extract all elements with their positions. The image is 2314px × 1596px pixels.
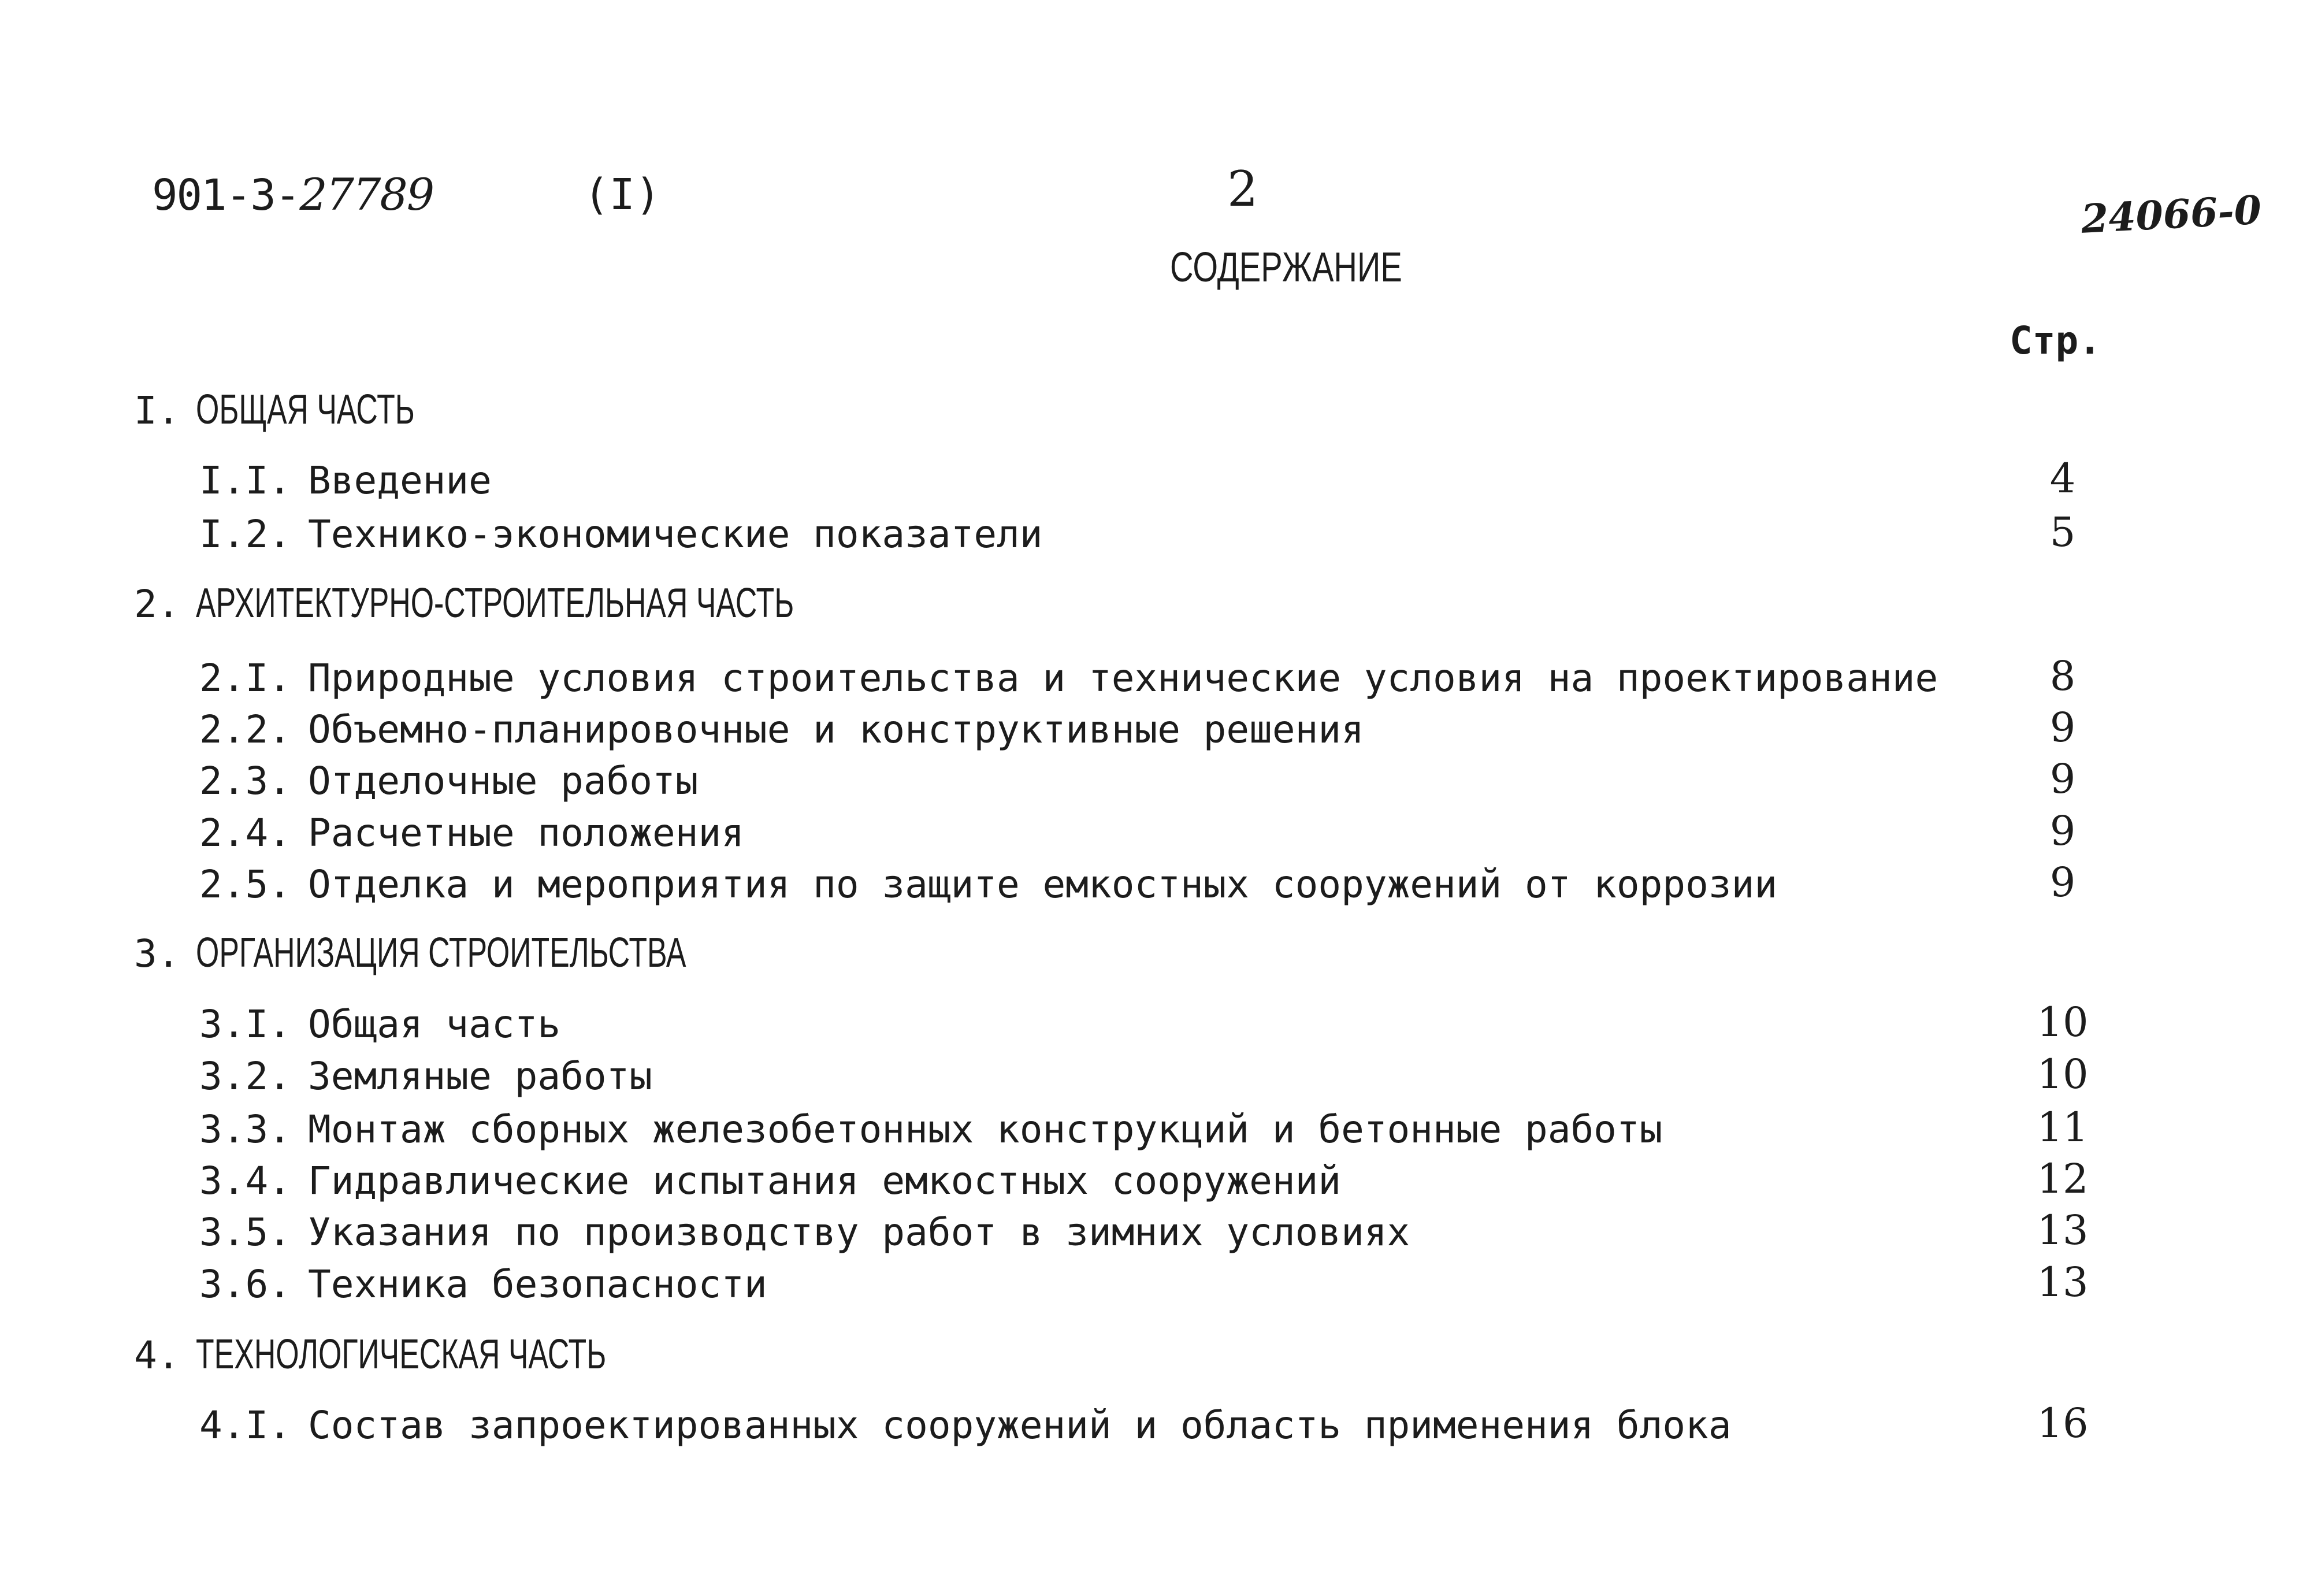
document-code-typed: 901-3- (152, 170, 300, 220)
entry-title: Состав запроектированных сооружений и область применения блока (308, 1403, 1732, 1447)
document-code-handwritten: 27789 (299, 169, 434, 220)
toc-entry (199, 999, 2106, 1054)
entry-page: 10 (2037, 1051, 2089, 1098)
toc-entry (199, 1400, 2106, 1455)
toc-entry (199, 1051, 2106, 1106)
entry-title: Технико-экономические показатели (308, 512, 1043, 556)
toc-entry (199, 652, 2106, 708)
entry-page: 12 (2037, 1155, 2089, 1202)
archive-stamp: 24066-0 (2080, 187, 2263, 243)
entry-title: Объемно-планировочные и конструктивные решения (308, 707, 1364, 752)
toc-section-heading (134, 929, 877, 977)
entry-page: 16 (2037, 1400, 2089, 1447)
entry-page: 9 (2049, 704, 2076, 751)
toc-entry (199, 1207, 2106, 1262)
toc-entry (199, 509, 2106, 564)
section-number: 4. (134, 1333, 180, 1378)
section-title: АРХИТЕКТУРНО-СТРОИТЕЛЬНАЯ ЧАСТЬ (196, 580, 794, 626)
toc-entry (199, 1259, 2106, 1314)
entry-title: Природные условия строительства и технические условия на проектирование (308, 656, 1938, 700)
entry-number: 4.I. (199, 1403, 291, 1447)
entry-page: 5 (2049, 509, 2076, 556)
entry-page: 10 (2037, 999, 2089, 1046)
section-number: 2. (134, 582, 180, 626)
page-number: 2 (1227, 161, 1258, 217)
entry-number: 3.5. (199, 1210, 291, 1254)
entry-number: 3.3. (199, 1107, 291, 1152)
toc-section-heading (134, 386, 500, 433)
toc-section-heading (134, 1331, 766, 1378)
entry-page: 13 (2037, 1259, 2089, 1306)
entry-number: I.2. (199, 512, 291, 556)
entry-page: 8 (2049, 652, 2076, 700)
section-number: I. (134, 388, 180, 433)
entry-title: Указания по производству работ в зимних условиях (308, 1210, 1410, 1254)
section-title: ОРГАНИЗАЦИЯ СТРОИТЕЛЬСТВА (196, 930, 686, 976)
entry-title: Общая часть (308, 1002, 561, 1046)
toc-entry (199, 859, 2106, 914)
entry-number: 2.3. (199, 759, 291, 803)
document-code (152, 169, 433, 220)
entry-page: 13 (2037, 1207, 2089, 1254)
entry-title: Введение (308, 458, 492, 503)
toc-section-heading (134, 580, 1027, 627)
entry-title: Отделочные работы (308, 759, 699, 803)
toc-entry (199, 755, 2106, 811)
entry-number: 2.4. (199, 811, 291, 855)
toc-entry (199, 455, 2106, 510)
entry-title: Гидравлические испытания емкостных сооружений (308, 1159, 1342, 1203)
entry-title: Расчетные положения (308, 811, 744, 855)
entry-number: 3.4. (199, 1159, 291, 1203)
entry-number: 2.I. (199, 656, 291, 700)
entry-title: Отделка и мероприятия по защите емкостных сооружений от коррозии (308, 862, 1778, 907)
entry-number: 3.I. (199, 1002, 291, 1046)
entry-title: Земляные работы (308, 1054, 653, 1098)
entry-number: 2.2. (199, 707, 291, 752)
entry-title: Техника безопасности (308, 1262, 767, 1307)
entry-number: I.I. (199, 458, 291, 503)
page-column-header: Стр. (2010, 318, 2101, 363)
entry-page: 9 (2049, 755, 2076, 803)
part-number: (I) (584, 170, 661, 220)
entry-page: 9 (2049, 859, 2076, 906)
entry-number: 3.6. (199, 1262, 291, 1307)
entry-number: 2.5. (199, 862, 291, 907)
entry-page: 4 (2049, 455, 2076, 502)
entry-page: 11 (2037, 1104, 2089, 1151)
section-number: 3. (134, 931, 180, 976)
section-title: ТЕХНОЛОГИЧЕСКАЯ ЧАСТЬ (196, 1331, 607, 1378)
toc-entry (199, 1155, 2106, 1211)
toc-entry (199, 704, 2106, 759)
toc-title: СОДЕРЖАНИЕ (1170, 244, 1402, 291)
toc-entry (199, 1104, 2106, 1159)
entry-number: 3.2. (199, 1054, 291, 1098)
section-title: ОБЩАЯ ЧАСТЬ (196, 387, 415, 433)
toc-entry (199, 807, 2106, 863)
entry-title: Монтаж сборных железобетонных конструкций и бетонные работы (308, 1107, 1663, 1152)
entry-page: 9 (2049, 807, 2076, 855)
